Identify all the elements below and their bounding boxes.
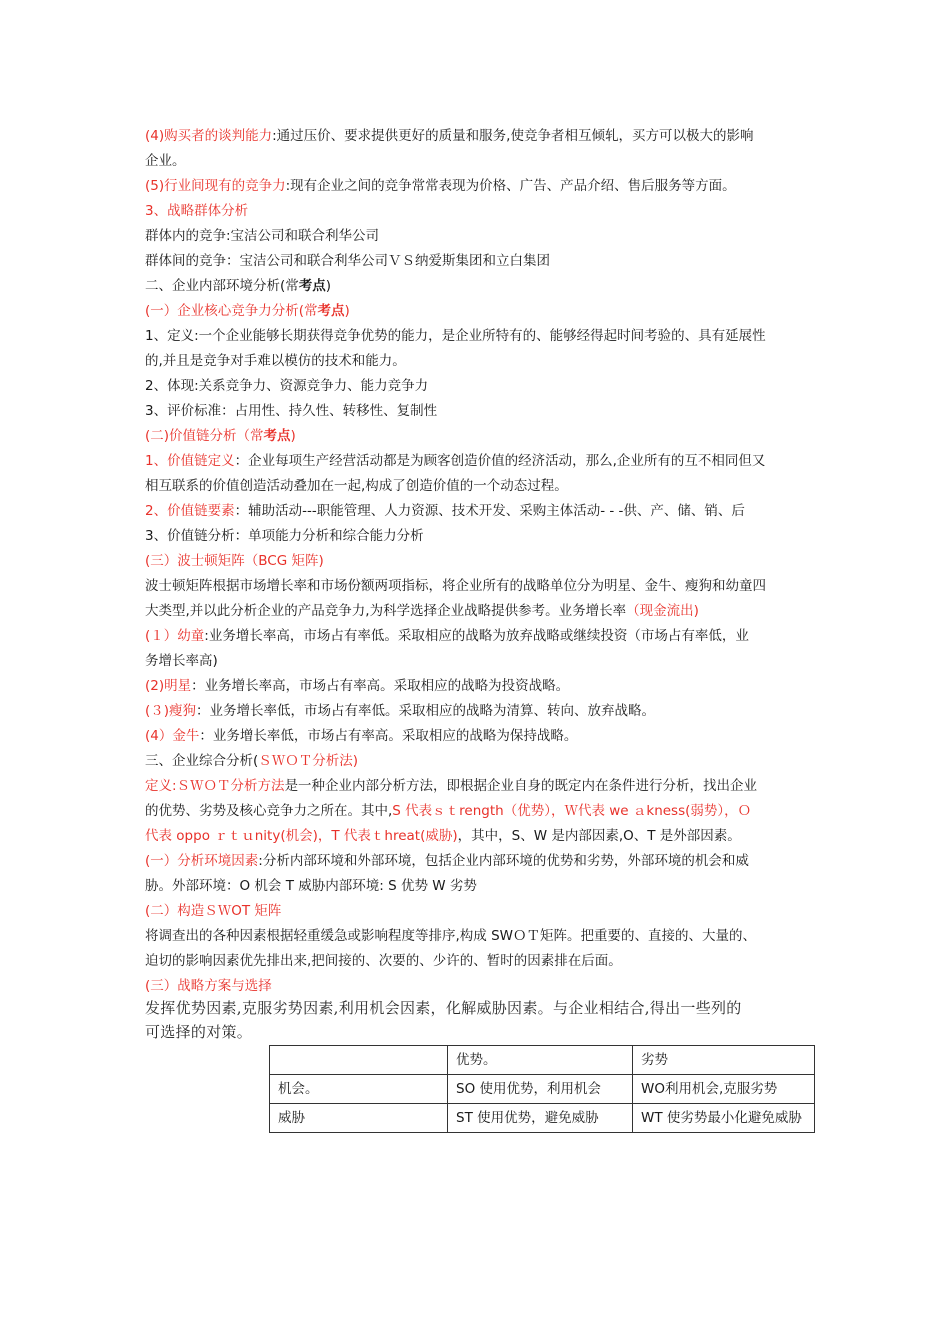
text-line: 务增长率高) — [145, 653, 218, 669]
heading-value-chain: (二)价值链分析（常考点) — [145, 428, 296, 444]
table-cell: 机会。 — [270, 1075, 448, 1104]
text-line: 的,并且是竞争对手难以模仿的技术和能力。 — [145, 353, 406, 369]
text-line: 迫切的影响因素优先排出来,把间接的、次要的、少许的、暂时的因素排在后面。 — [145, 953, 622, 969]
text-line: 群体内的竞争:宝洁公司和联合利华公司 — [145, 228, 380, 244]
text-line: 定义:ＳＷＯＴ分析方法是一种企业内部分析方法，即根据企业自身的既定内在条件进行分析，找出企业 — [145, 778, 758, 794]
text-line: 相互联系的价值创造活动叠加在一起,构成了创造价值的一个动态过程。 — [145, 478, 568, 494]
text-line: 2、体现:关系竞争力、资源竞争力、能力竞争力 — [145, 378, 429, 394]
table-row — [270, 1075, 815, 1104]
table-cell: 劣势 — [633, 1046, 815, 1075]
text-line: 将调查出的各种因素根据轻重缓急或影响程度等排序,构成 SWＯＴ矩阵。把重要的、直接的、大量的、 — [145, 928, 756, 944]
text-line: 的优势、劣势及核心竞争力之所在。其中,S 代表ｓｔrength（优势），Ｗ代表 we ａkness(弱势），Ｏ — [145, 803, 752, 819]
table-cell: 威胁 — [270, 1104, 448, 1133]
text-line: 可选择的对策。 — [145, 1023, 253, 1041]
text-line: 2、价值链要素：辅助活动---职能管理、人力资源、技术开发、采购主体活动- - -供、产、储、销、后 — [145, 503, 745, 519]
heading-swot-matrix: (二）构造ＳＷOT 矩阵 — [145, 903, 282, 919]
table-cell: SO 使用优势，利用机会 — [448, 1075, 633, 1104]
text-line: 群体间的竞争：宝洁公司和联合利华公司ＶＳ纳爱斯集团和立白集团 — [145, 253, 550, 269]
heading-core-competence: (一）企业核心竞争力分析(常考点) — [145, 303, 350, 319]
text-line: (2)明星：业务增长率高，市场占有率高。采取相应的战略为投资战略。 — [145, 678, 570, 694]
table-cell: WO利用机会,克服劣势 — [633, 1075, 815, 1104]
heading-strategy-options: (三）战略方案与选择 — [145, 978, 272, 994]
text-line: 企业。 — [145, 153, 186, 169]
text-line: 波士顿矩阵根据市场增长率和市场份额两项指标，将企业所有的战略单位分为明星、金牛、瘦狗和幼童四 — [145, 578, 766, 594]
section-heading-internal: 二、企业内部环境分析(常考点) — [145, 278, 332, 294]
text-line: (4)购买者的谈判能力:通过压价、要求提供更好的质量和服务,使竞争者相互倾轧，买方可以极大的影响 — [145, 128, 754, 144]
text-line: (一）分析环境因素:分析内部环境和外部环境，包括企业内部环境的优势和劣势，外部环境的机会和威 — [145, 853, 749, 869]
text-line: 代表 oppo ｒｔｕnity(机会)，T 代表ｔhreat(威胁)，其中，S、W 是内部因素,O、T 是外部因素。 — [145, 828, 741, 844]
table-cell: WT 使劣势最小化避免威胁 — [633, 1104, 815, 1133]
text-line: (３)瘦狗：业务增长率低，市场占有率低。采取相应的战略为清算、转向、放弃战略。 — [145, 703, 656, 719]
text-line: (4）金牛：业务增长率低，市场占有率高。采取相应的战略为保持战略。 — [145, 728, 578, 744]
section-heading-swot: 三、企业综合分析(ＳＷＯＴ分析法) — [145, 753, 359, 769]
heading-buyer-power: (4)购买者的谈判能力 — [145, 128, 273, 144]
text-line: 1、价值链定义：企业每项生产经营活动都是为顾客创造价值的经济活动，那么,企业所有的互不相同但又 — [145, 453, 766, 469]
table-cell — [270, 1046, 448, 1075]
text-line: 3、价值链分析：单项能力分析和综合能力分析 — [145, 528, 424, 544]
text-line: 胁。外部环境：O 机会 T 威胁内部环境: S 优势 W 劣势 — [145, 878, 477, 894]
table-row — [270, 1104, 815, 1133]
heading-strategic-group: 3、战略群体分析 — [145, 203, 249, 219]
text-line: 大类型,并以此分析企业的产品竞争力,为科学选择企业战略提供参考。业务增长率（现金流出) — [145, 603, 699, 619]
table-cell: 优势。 — [448, 1046, 633, 1075]
heading-bcg: (三）波士顿矩阵（BCG 矩阵) — [145, 553, 324, 569]
text-line: (5)行业间现有的竞争力:现有企业之间的竞争常常表现为价格、广告、产品介绍、售后服务等方面。 — [145, 178, 736, 194]
swot-table — [269, 1045, 815, 1133]
text-line: 3、评价标准：占用性、持久性、转移性、复制性 — [145, 403, 438, 419]
heading-industry-rivalry: (5)行业间现有的竞争力 — [145, 178, 286, 194]
text-line: 1、定义:一个企业能够长期获得竞争优势的能力，是企业所特有的、能够经得起时间考验的、具有延展性 — [145, 328, 766, 344]
table-cell: ST 使用优势，避免威胁 — [448, 1104, 633, 1133]
text-line: (１）幼童:业务增长率高，市场占有率低。采取相应的战略为放弃战略或继续投资（市场占有率低，业 — [145, 628, 749, 644]
table-header-row — [270, 1046, 815, 1075]
text-line: 发挥优势因素,克服劣势因素,利用机会因素，化解威胁因素。与企业相结合,得出一些列的 — [145, 999, 742, 1017]
